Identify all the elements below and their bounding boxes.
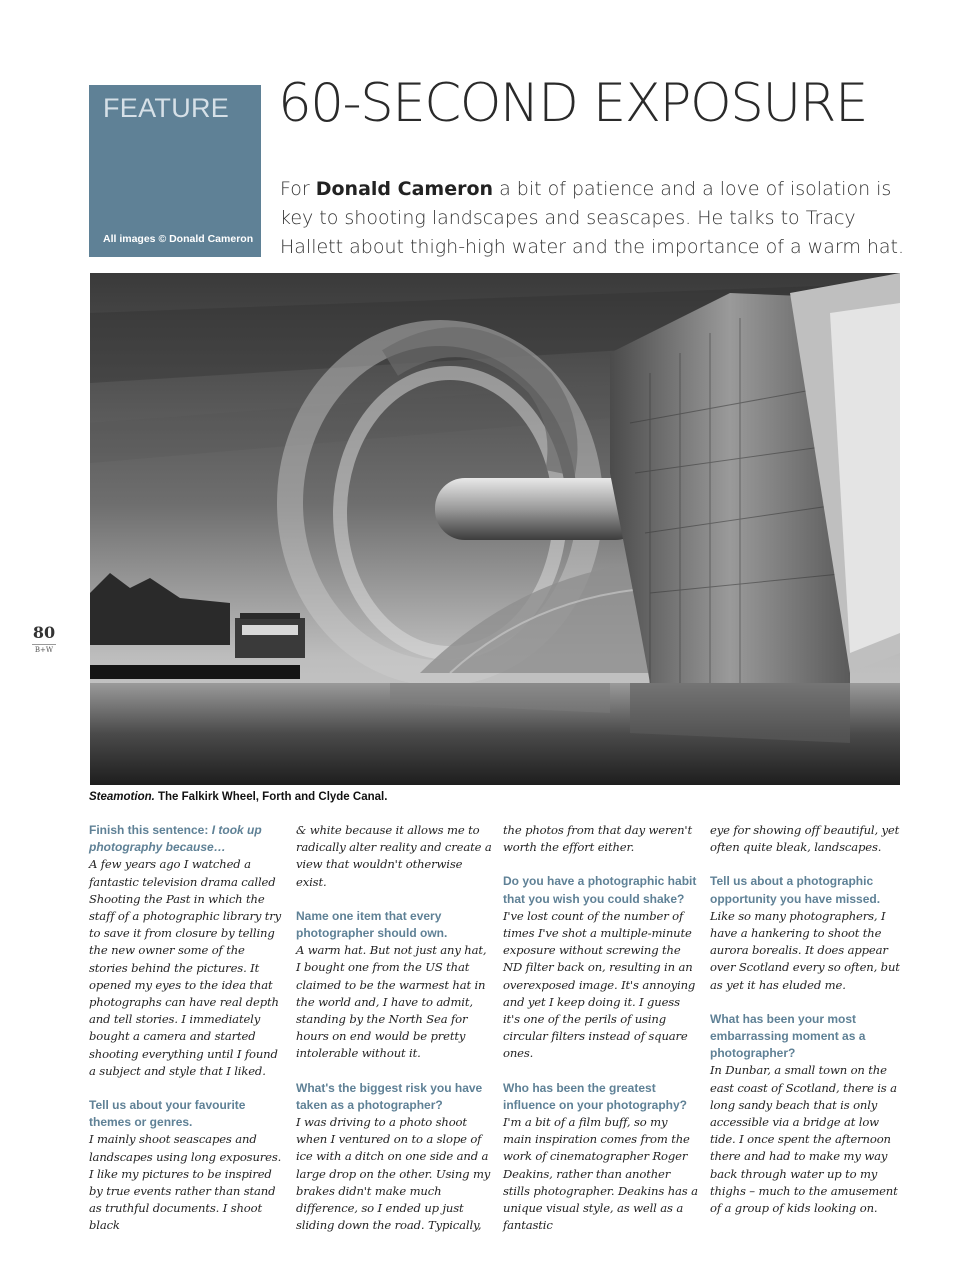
question: Tell us about your favourite themes or genres. — [89, 1098, 246, 1130]
photo-caption — [89, 791, 387, 803]
feature-box — [89, 85, 261, 257]
answer: the photos from that day weren't worth the effort either. — [503, 823, 692, 855]
answer: A few years ago I watched a fantastic television drama called Shooting the Past in which the staff of a photographic library try to save it from closure by telling the new owner some of the stories behind the pictures. It opened my eyes to the idea that photographs can have real depth and tell stories. I immediately bought a camera and started shooting everything until I found a subject and style that I liked. — [89, 857, 282, 1078]
answer: & white because it allows me to radically alter reality and create a view that wouldn't otherwise exist. — [296, 823, 492, 889]
page-number: 80 — [32, 623, 56, 642]
caption-text: The Falkirk Wheel, Forth and Clyde Canal. — [154, 791, 388, 803]
standfirst-name: Donald Cameron — [315, 178, 494, 200]
standfirst-prefix: For — [280, 178, 316, 200]
question: Name one item that every photographer should own. — [296, 908, 448, 941]
question: What has been your most embarrassing moment as a photographer? — [710, 1011, 866, 1061]
caption-title: Steamotion. — [89, 791, 155, 803]
answer: eye for showing off beautiful, yet often quite bleak, landscapes. — [710, 823, 900, 855]
column-4 — [710, 822, 906, 1217]
question-prefix: Finish this sentence: — [89, 823, 212, 837]
headline: 60-SECOND EXPOSURE — [278, 73, 867, 134]
column-1 — [89, 822, 285, 1235]
hero-photo — [90, 273, 900, 785]
question: Who has been the greatest influence on your photography? — [503, 1080, 687, 1112]
question: Tell us about a photographic opportunity you have missed. — [710, 874, 881, 906]
column-2 — [296, 822, 492, 1234]
question: Do you have a photographic habit that you wish you could shake? — [503, 874, 697, 906]
answer: I was driving to a photo shoot when I ventured on to a slope of ice with a ditch on one side and a large drop on the other. Using my brakes didn't make much difference, so I ended up just sliding down the road. Typically, — [296, 1115, 491, 1233]
question — [89, 822, 285, 856]
falkirk-wheel-image — [90, 273, 900, 785]
column-3 — [503, 822, 699, 1234]
image-credit: All images © Donald Cameron — [103, 233, 254, 245]
standfirst-rest: a bit of patience and a love of isolation is key to shooting landscapes and seascapes. He talks to Tracy Hallett about thigh-high water and the importance of a warm hat. — [280, 178, 905, 258]
section-label: FEATURE — [103, 93, 230, 123]
magazine-logo: B+W — [32, 644, 56, 654]
answer: Like so many photographers, I have a hankering to shoot the aurora borealis. It does appear over Scotland every so often, but as yet it has eluded me. — [710, 908, 900, 992]
answer: I've lost count of the number of times I've shot a multiple-minute exposure without screwing the ND filter back on, resulting in an overexposed image. It's annoying and yet I keep doing it. I guess it's one of the perils of using circular filters instead of square ones. — [503, 908, 696, 1061]
standfirst — [280, 175, 920, 262]
answer: In Dunbar, a small town on the east coast of Scotland, there is a long sandy beach that is only accessible via a bridge at low tide. I once spent the afternoon there and had to make my way back through water up to my thighs – much to the amusement of a group of kids looking on. — [710, 1063, 898, 1216]
answer: I mainly shoot seascapes and landscapes using long exposures. I like my pictures to be inspired by true events rather than stand as truthful documents. I shoot black — [89, 1132, 282, 1233]
answer: I'm a bit of a film buff, so my main inspiration comes from the work of cinematographer Roger Deakins, rather than another stills photographer. Deakins has a unique visual style, as well as a fantastic — [503, 1115, 698, 1233]
question: What's the biggest risk you have taken as a photographer? — [296, 1080, 483, 1112]
folio — [32, 623, 56, 654]
question-italic: I took up photography because… — [89, 823, 262, 855]
answer: A warm hat. But not just any hat, I bought one from the US that claimed to be the warmest hat in the world and, I have to admit, standing by the North Sea for hours on end would be pretty intolerable without it. — [296, 943, 487, 1061]
